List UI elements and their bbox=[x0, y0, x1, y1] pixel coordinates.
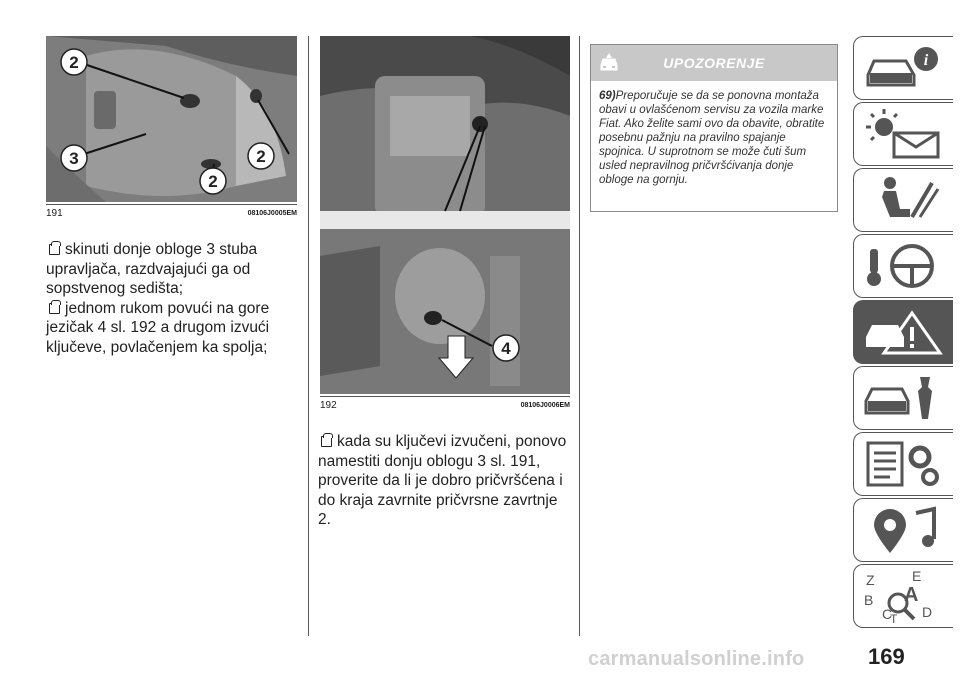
svg-text:3: 3 bbox=[69, 149, 79, 168]
lights-message-icon bbox=[860, 107, 946, 161]
callout-2-bottom bbox=[200, 168, 226, 194]
warning-title: UPOZORENJE bbox=[663, 55, 765, 71]
svg-text:B: B bbox=[864, 592, 874, 608]
svg-text:E: E bbox=[912, 569, 922, 584]
side-tab-specs[interactable] bbox=[853, 432, 953, 496]
figure-191-caption-line bbox=[46, 204, 297, 205]
figure-192-code: 08106J0006EM bbox=[520, 401, 570, 409]
svg-text:2: 2 bbox=[256, 147, 266, 166]
svg-text:2: 2 bbox=[208, 172, 218, 191]
warning-body bbox=[591, 81, 837, 187]
side-tab-seat-airbag[interactable] bbox=[853, 168, 953, 232]
multimedia-icon bbox=[860, 503, 946, 557]
side-tab-emergency[interactable] bbox=[853, 300, 953, 364]
car-info-icon bbox=[860, 41, 946, 95]
callout-2-top bbox=[61, 49, 87, 75]
figure-192-caption bbox=[320, 398, 570, 412]
list-item: kada su ključevi izvučeni, ponovo namestiti donju oblogu 3 sl. 191, proverite da li je dobro pričvršćena i do kraja zavrnite pričvrsne zavrtnje 2. bbox=[318, 433, 567, 528]
svg-text:2: 2 bbox=[69, 53, 79, 72]
emergency-icon bbox=[860, 305, 946, 359]
svg-text:Z: Z bbox=[866, 572, 875, 588]
list-item: jednom rukom povući na gore jezičak 4 sl. 192 a drugom izvući ključeve, povlačenjem ka spolja; bbox=[46, 299, 270, 356]
side-tab-key-steering[interactable] bbox=[853, 234, 953, 298]
callout-2-right bbox=[248, 143, 274, 169]
side-tab-car-info[interactable] bbox=[853, 36, 953, 100]
page-number: 169 bbox=[868, 644, 905, 669]
figure-192-number: 192 bbox=[320, 399, 337, 411]
callout-4 bbox=[493, 335, 519, 361]
column2-text bbox=[318, 432, 573, 530]
column-divider-right bbox=[579, 36, 580, 636]
svg-text:T: T bbox=[890, 612, 898, 623]
svg-text:D: D bbox=[922, 604, 933, 620]
index-icon bbox=[860, 569, 946, 623]
specs-gear-icon bbox=[860, 437, 946, 491]
svg-text:4: 4 bbox=[501, 339, 511, 358]
figure-191-number: 191 bbox=[46, 207, 63, 219]
bullet-icon bbox=[321, 436, 332, 447]
column1-text bbox=[46, 240, 301, 357]
column-divider-left bbox=[308, 36, 309, 636]
warning-text: Preporučuje se da se ponovna montaža obavi u ovlašćenom servisu za vozila marke Fiat. Ako želite sami ovo da obavite, obratite posebnu pažnju na pravilno spajanje spojnica. U suprotnom se može čuti šum usled nepravilnog pričvršćivanja donje obloge na gornju. bbox=[599, 90, 825, 186]
figure-191-code: 08106J0005EM bbox=[247, 209, 297, 217]
callout-3 bbox=[61, 145, 87, 171]
bullet-icon bbox=[49, 244, 60, 255]
figure-192-image bbox=[320, 36, 570, 394]
figure-191-caption bbox=[46, 206, 297, 220]
warning-ref: 69) bbox=[599, 90, 616, 102]
warning-header bbox=[591, 45, 837, 81]
svg-text:i: i bbox=[923, 52, 929, 69]
car-maintenance-icon bbox=[860, 371, 946, 425]
side-tab-car-maintenance[interactable] bbox=[853, 366, 953, 430]
figure-192-caption-line bbox=[320, 396, 570, 397]
key-steering-icon bbox=[860, 239, 946, 293]
svg-text:A: A bbox=[904, 584, 919, 606]
svg-text:C: C bbox=[882, 606, 893, 622]
watermark: carmanualsonline.info bbox=[588, 648, 805, 670]
bullet-icon bbox=[49, 303, 60, 314]
side-tab-index[interactable] bbox=[853, 564, 953, 628]
figure-191-image bbox=[46, 36, 297, 202]
list-item: skinuti donje obloge 3 stuba upravljača, razdvajajući ga od sopstvenog sedišta; bbox=[46, 241, 258, 297]
warning-box bbox=[590, 44, 838, 212]
side-tab-lights-message[interactable] bbox=[853, 102, 953, 166]
side-tab-multimedia[interactable] bbox=[853, 498, 953, 562]
seat-airbag-icon bbox=[860, 173, 946, 227]
